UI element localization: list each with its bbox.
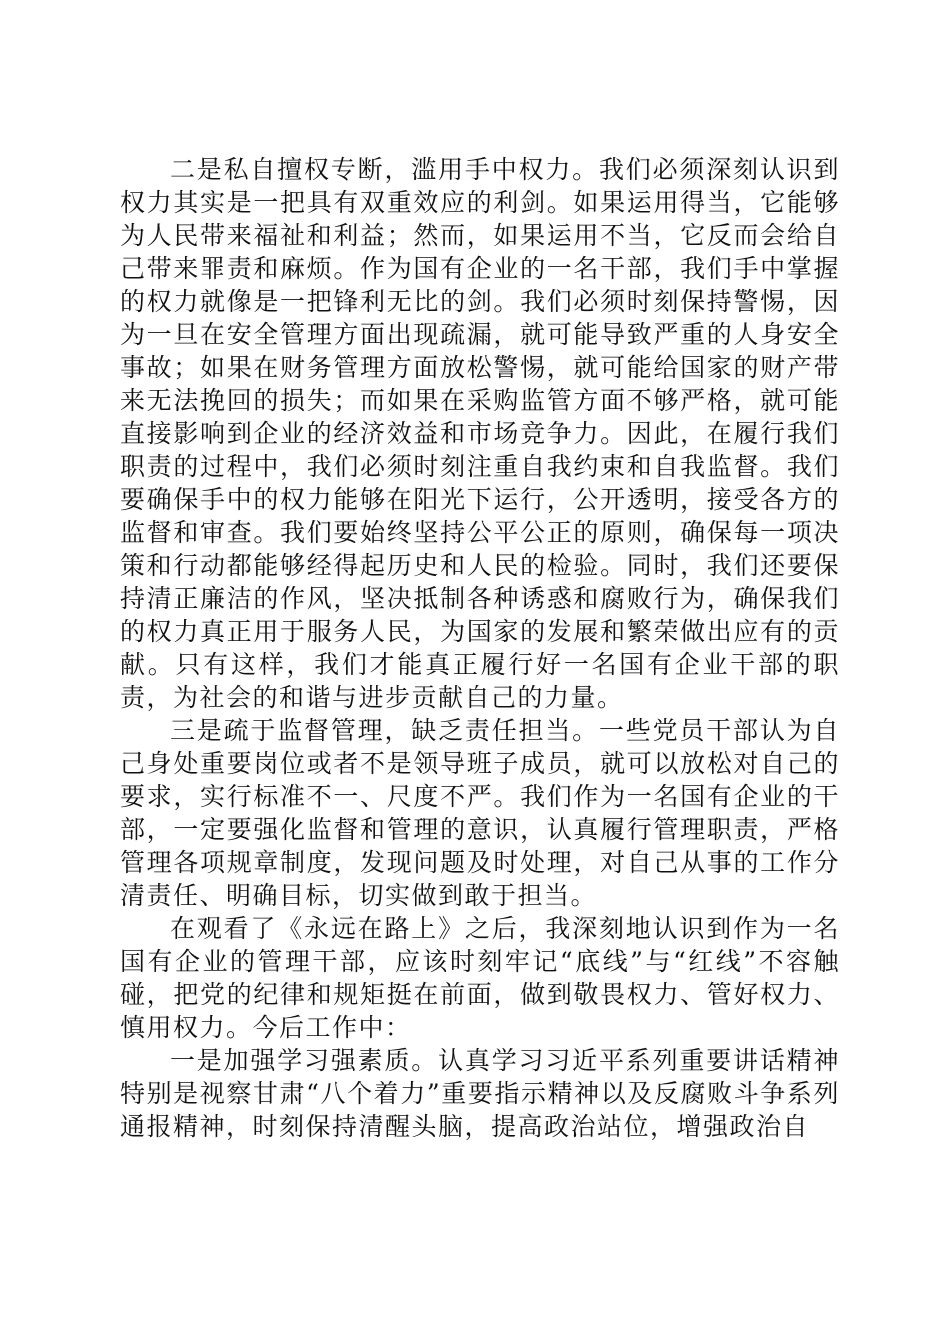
- paragraph-reflection: 在观看了《永远在路上》之后，我深刻地认识到作为一名国有企业的管理干部，应该时刻牢记“底线”与“红线”不容触碰，把党的纪律和规矩挺在前面，做到敬畏权力、管好权力、慎用权力。今后工作中：: [120, 914, 840, 1042]
- paragraph-lax-supervision: 三是疏于监督管理，缺乏责任担当。一些党员干部认为自己身处重要岗位或者不是领导班子成员，就可以放松对自己的要求，实行标准不一、尺度不严。我们作为一名国有企业的干部，一定要强化监督和管理的意识，认真履行管理职责，严格管理各项规章制度，发现问题及时处理，对自己从事的工作分清责任、明确目标，切实做到敢于担当。: [120, 716, 840, 910]
- paragraph-abuse-of-power: 二是私自擅权专断，滥用手中权力。我们必须深刻认识到权力其实是一把具有双重效应的利剑。如果运用得当，它能够为人民带来福祉和利益；然而，如果运用不当，它反而会给自己带来罪责和麻烦。作为国有企业的一名干部，我们手中掌握的权力就像是一把锋利无比的剑。我们必须时刻保持警惕，因为一旦在安全管理方面出现疏漏，就可能导致严重的人身安全事故；如果在财务管理方面放松警惕，就可能给国家的财产带来无法挽回的损失；而如果在采购监管方面不够严格，就可能直接影响到企业的经济效益和市场竞争力。因此，在履行我们职责的过程中，我们必须时刻注重自我约束和自我监督。我们要确保手中的权力能够在阳光下运行，公开透明，接受各方的监督和审查。我们要始终坚持公平公正的原则，确保每一项决策和行动都能够经得起历史和人民的检验。同时，我们还要保持清正廉洁的作风，坚决抵制各种诱惑和腐败行为，确保我们的权力真正用于服务人民，为国家的发展和繁荣做出应有的贡献。只有这样，我们才能真正履行好一名国有企业干部的职责，为社会的和谐与进步贡献自己的力量。: [120, 155, 840, 712]
- paragraph-strengthen-study: 一是加强学习强素质。认真学习习近平系列重要讲话精神特别是视察甘肃“八个着力”重要指示精神以及反腐败斗争系列通报精神，时刻保持清醒头脑，提高政治站位，增强政治自: [120, 1046, 840, 1141]
- document-page: [120, 153, 840, 1143]
